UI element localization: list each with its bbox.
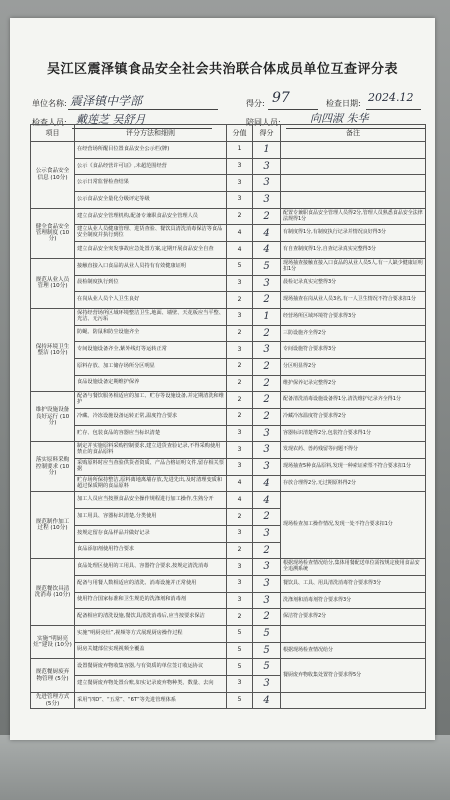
row-group-label: 规范餐饮具清洗消毒 (10分) <box>31 559 75 626</box>
score-cell: 2 <box>253 609 281 626</box>
criteria-cell: 采用“四D”、“五常”、“6T”等先进管理体系 <box>75 692 227 709</box>
points-cell: 3 <box>227 192 253 209</box>
score-cell: 2 <box>253 392 281 409</box>
criteria-cell: 配备相应的清洗设施,餐饮具清洗消毒后,应当按要求保洁 <box>75 609 227 626</box>
criteria-cell: 在经营场所醒目位置食品安全公示栏(牌) <box>75 142 227 159</box>
criteria-cell: 建立食品安全管理机构,配备专兼职食品安全管理人员 <box>75 208 227 225</box>
table-row <box>31 575 426 592</box>
unit-value: 震泽镇中学部 <box>70 94 143 108</box>
note-cell: 存放合理得2分,无过期原料得2分 <box>281 475 426 492</box>
criteria-cell: 保持经营场所区域环境整洁卫生,地面、墙壁、天花板应当平整、光洁、无污垢 <box>75 308 227 325</box>
row-group-label: 维护设施设备良好运行 (10分) <box>31 392 75 442</box>
row-group-label: 落实原料采购控制要求 (10分) <box>31 442 75 492</box>
handwritten-signatures: 向四淑 朱华 <box>310 112 369 125</box>
points-cell: 5 <box>227 625 253 642</box>
criteria-cell: 建立从业人员健康管理、进货查验、餐饮具清洗消毒保洁等食品安全制度并执行到位 <box>75 225 227 242</box>
table-row <box>31 592 426 609</box>
criteria-cell: 加工人员应当按照食品安全操作规程进行加工操作,生熟分开 <box>75 492 227 509</box>
table-row <box>31 442 426 459</box>
note-cell: 现场抽查在岗从业人员3名,有一人卫生情况不符合要求扣1分 <box>281 292 426 309</box>
table-row <box>31 192 426 209</box>
score-cell: 4 <box>253 492 281 509</box>
points-cell: 2 <box>227 375 253 392</box>
criteria-cell: 加工用具、容器标识清楚,分类使用 <box>75 509 227 526</box>
score-cell: 4 <box>253 242 281 259</box>
score-cell: 3 <box>253 175 281 192</box>
table-row <box>31 492 426 509</box>
criteria-cell: 公示日常监督检查结果 <box>75 175 227 192</box>
points-cell: 2 <box>227 392 253 409</box>
score-cell: 2 <box>253 358 281 375</box>
column-header-method: 评分方法和细则 <box>75 125 227 142</box>
table-row <box>31 642 426 659</box>
column-header-item: 项目 <box>31 125 75 142</box>
score-cell: 5 <box>253 659 281 676</box>
criteria-cell: 制定并实施原料采购控制要求,建立进货查验记录,不得采购使用禁止的食品原料 <box>75 442 227 459</box>
points-cell: 2 <box>227 409 253 426</box>
date-label: 检查日期: <box>326 99 361 108</box>
points-cell: 3 <box>227 559 253 576</box>
score-cell: 4 <box>253 475 281 492</box>
points-cell: 4 <box>227 225 253 242</box>
note-cell: 维护保养记录完整得2分 <box>281 375 426 392</box>
note-cell: 餐饮具、工具、用具清洗消毒符合要求得3分 <box>281 575 426 592</box>
criteria-cell: 接触直接入口食品的从业人员持有有效健康证明 <box>75 258 227 275</box>
table-row <box>31 142 426 159</box>
note-cell: 洗涤剂和消毒剂符合要求得3分 <box>281 592 426 609</box>
criteria-cell: 公示《食品经营许可证》,未超范围经营 <box>75 158 227 175</box>
points-cell: 3 <box>227 459 253 476</box>
row-group-label: 公示食品安全信息 (10分) <box>31 142 75 209</box>
inspector-value: 戴莲芝 吴舒月 <box>76 113 146 126</box>
table-row <box>31 175 426 192</box>
criteria-cell: 食品添加剂使用符合要求 <box>75 542 227 559</box>
points-cell: 3 <box>227 175 253 192</box>
score-cell: 3 <box>253 275 281 292</box>
score-cell: 3 <box>253 525 281 542</box>
column-header-score: 得分 <box>253 125 281 142</box>
points-cell: 3 <box>227 342 253 359</box>
table-header-row <box>31 125 426 142</box>
score-cell: 2 <box>253 542 281 559</box>
table-row <box>31 258 426 275</box>
criteria-cell: 在岗从业人员个人卫生良好 <box>75 292 227 309</box>
score-cell: 2 <box>253 208 281 225</box>
points-cell: 3 <box>227 575 253 592</box>
criteria-cell: 食品处理区使用的工用具、容器符合要求,按规定清洗消毒 <box>75 559 227 576</box>
row-group-label: 实施“明厨亮灶”建设 (10分) <box>31 625 75 658</box>
table-row <box>31 308 426 325</box>
criteria-cell: 设置餐厨废弃物收集容器,与有资质的单位签订收运协议 <box>75 659 227 676</box>
points-cell: 2 <box>227 509 253 526</box>
column-header-points: 分值 <box>227 125 253 142</box>
points-cell: 2 <box>227 325 253 342</box>
score-cell: 5 <box>253 258 281 275</box>
note-cell <box>281 625 426 642</box>
table-row <box>31 292 426 309</box>
unit-underline <box>68 109 218 110</box>
table-row <box>31 459 426 476</box>
table-row <box>31 342 426 359</box>
score-cell: 3 <box>253 158 281 175</box>
points-cell: 2 <box>227 208 253 225</box>
note-cell: 经营场所区域环境符合要求得3分 <box>281 308 426 325</box>
table-body <box>31 142 426 709</box>
note-cell: 根据现场检查情况给分,集体用餐配送单位需按规定使用食品安全追溯系统 <box>281 559 426 576</box>
row-group-label: 规范从业人员管理 (10分) <box>31 258 75 308</box>
row-group-label: 健全食品安全管理制度 (10分) <box>31 208 75 258</box>
criteria-cell: 专间设施设备齐全,紫外线灯等运转正常 <box>75 342 227 359</box>
table-row <box>31 158 426 175</box>
note-cell: 保洁符合要求得2分 <box>281 609 426 626</box>
note-cell: 现场抽查接触直接入口食品的从业人员5人,有一人缺少健康证明扣1分 <box>281 258 426 275</box>
inspector-label: 检查人员: <box>32 118 67 127</box>
criteria-cell: 原料存放、加工储存场所分区明显 <box>75 358 227 375</box>
criteria-cell: 晨检制度执行到位 <box>75 275 227 292</box>
points-cell: 4 <box>227 492 253 509</box>
note-cell <box>281 142 426 159</box>
criteria-cell: 贮存场所保持整洁,原料离地离墙存放,先进先出,及时清理变质和超过保质期的食品原料 <box>75 475 227 492</box>
table-row <box>31 659 426 676</box>
unit-label: 单位名称: <box>32 99 67 108</box>
points-cell: 3 <box>227 592 253 609</box>
criteria-cell: 使用符合国家标准和卫生规范的洗涤剂和消毒剂 <box>75 592 227 609</box>
criteria-cell: 采购原料时应当查验供货者资质、产品合格证明文件,留存相关票据 <box>75 459 227 476</box>
points-cell: 1 <box>227 142 253 159</box>
criteria-cell: 按规定留存食品样品并做好记录 <box>75 525 227 542</box>
criteria-cell: 冷藏、冷冻设施设备运转正常,温度符合要求 <box>75 409 227 426</box>
score-cell: 2 <box>253 375 281 392</box>
points-cell: 4 <box>227 242 253 259</box>
score-cell: 3 <box>253 192 281 209</box>
score-label: 得分: <box>246 99 265 108</box>
criteria-cell: 建立食品安全突发事故应急处置方案,定期开展食品安全自查 <box>75 242 227 259</box>
points-cell: 3 <box>227 525 253 542</box>
table-row <box>31 275 426 292</box>
table-row <box>31 392 426 409</box>
points-cell: 5 <box>227 659 253 676</box>
score-cell: 4 <box>253 225 281 242</box>
row-group-label: 保持环境卫生整洁 (10分) <box>31 308 75 391</box>
score-cell: 2 <box>253 292 281 309</box>
points-cell: 3 <box>227 676 253 693</box>
criteria-cell: 建立餐厨废弃物处置台账,如实记录废弃物种类、数量、去向 <box>75 676 227 693</box>
table-row <box>31 325 426 342</box>
score-cell: 3 <box>253 342 281 359</box>
score-cell: 3 <box>253 459 281 476</box>
criteria-cell: 防蝇、防鼠和防尘设施齐全 <box>75 325 227 342</box>
points-cell: 2 <box>227 358 253 375</box>
criteria-cell: 公示食品安全量化分级评定等级 <box>75 192 227 209</box>
table-row <box>31 609 426 626</box>
score-cell: 5 <box>253 625 281 642</box>
row-group-label: 规范餐厨废弃物管理 (5分) <box>31 659 75 692</box>
score-value: 97 <box>272 90 290 106</box>
points-cell: 2 <box>227 292 253 309</box>
note-cell: 分区明显得2分 <box>281 358 426 375</box>
score-cell: 5 <box>253 642 281 659</box>
companion-label: 陪同人员: <box>246 118 281 127</box>
table-row <box>31 625 426 642</box>
score-cell: 2 <box>253 509 281 526</box>
note-cell: 根据现场检查情况给分 <box>281 642 426 659</box>
table-row <box>31 409 426 426</box>
table-row <box>31 559 426 576</box>
note-cell: 三防设施齐全得2分 <box>281 325 426 342</box>
criteria-cell: 厨房关键部位实现视频全覆盖 <box>75 642 227 659</box>
floor-surface <box>0 735 450 800</box>
note-cell: 专间设施符合要求得3分 <box>281 342 426 359</box>
note-cell: 餐厨废弃物收集处置符合要求得5分 <box>281 659 426 692</box>
points-cell: 2 <box>227 609 253 626</box>
criteria-cell: 贮存、包装食品的容器应当标识清楚 <box>75 425 227 442</box>
score-cell: 2 <box>253 409 281 426</box>
points-cell: 3 <box>227 425 253 442</box>
table-row <box>31 242 426 259</box>
score-cell: 3 <box>253 559 281 576</box>
criteria-cell: 配备与用餐人数相适应的清洗、消毒设施并正常使用 <box>75 575 227 592</box>
score-cell: 3 <box>253 592 281 609</box>
note-cell: 容器标识清楚得2分,包装符合要求得1分 <box>281 425 426 442</box>
note-cell <box>281 192 426 209</box>
note-cell: 配备清洗消毒设施设备得1分,清洗维护记录齐全得1分 <box>281 392 426 409</box>
note-cell <box>281 692 426 709</box>
row-group-label: 规范制作加工过程 (10分) <box>31 492 75 559</box>
note-cell: 现场抽查5种食品原料,发现一种索证索票不符合要求扣1分 <box>281 459 426 476</box>
note-cell: 晨检记录真实完整得3分 <box>281 275 426 292</box>
note-cell: 有自查制度得1分,自查记录真实完整得3分 <box>281 242 426 259</box>
table-row <box>31 375 426 392</box>
note-cell <box>281 175 426 192</box>
document-title: 吴江区震泽镇食品安全社会共治联合体成员单位互查评分表 <box>46 62 398 77</box>
note-cell: 冷藏冷冻温度符合要求得2分 <box>281 409 426 426</box>
points-cell: 5 <box>227 642 253 659</box>
score-cell: 1 <box>253 308 281 325</box>
date-value: 2024.12 <box>368 91 414 104</box>
table-row <box>31 692 426 709</box>
note-cell: 有制度得1分,有制度执行记录并情况良好得3分 <box>281 225 426 242</box>
points-cell: 5 <box>227 258 253 275</box>
table-row <box>31 208 426 225</box>
table-row <box>31 225 426 242</box>
criteria-cell: 实施“明厨亮灶”,视频等方式展现厨房操作过程 <box>75 625 227 642</box>
row-group-label: 先进管理方式 (5分) <box>31 692 75 709</box>
date-underline <box>366 109 421 110</box>
score-cell: 1 <box>253 142 281 159</box>
points-cell: 5 <box>227 692 253 709</box>
note-cell: 现场检查加工操作情况,发现一处不符合要求扣1分 <box>281 492 426 559</box>
score-cell: 2 <box>253 325 281 342</box>
points-cell: 3 <box>227 442 253 459</box>
points-cell: 3 <box>227 158 253 175</box>
score-cell: 3 <box>253 425 281 442</box>
score-table <box>30 124 426 709</box>
criteria-cell: 食品设施设备定期维护保养 <box>75 375 227 392</box>
table-row <box>31 475 426 492</box>
score-cell: 3 <box>253 676 281 693</box>
points-cell: 3 <box>227 275 253 292</box>
points-cell: 4 <box>227 475 253 492</box>
note-cell: 配置专兼职食品安全管理人员得2分,管理人员熟悉食品安全法律法规得1分 <box>281 208 426 225</box>
table-row <box>31 425 426 442</box>
note-cell: 发现农药、兽药残留等问题不得分 <box>281 442 426 459</box>
points-cell: 3 <box>227 308 253 325</box>
score-cell: 4 <box>253 692 281 709</box>
column-header-note: 备注 <box>281 125 426 142</box>
score-cell: 3 <box>253 575 281 592</box>
points-cell: 2 <box>227 542 253 559</box>
table-row <box>31 358 426 375</box>
note-cell <box>281 158 426 175</box>
score-cell: 3 <box>253 442 281 459</box>
criteria-cell: 配备与餐饮服务相适应的加工、贮存等设施设备,并定期清洗和维护 <box>75 392 227 409</box>
